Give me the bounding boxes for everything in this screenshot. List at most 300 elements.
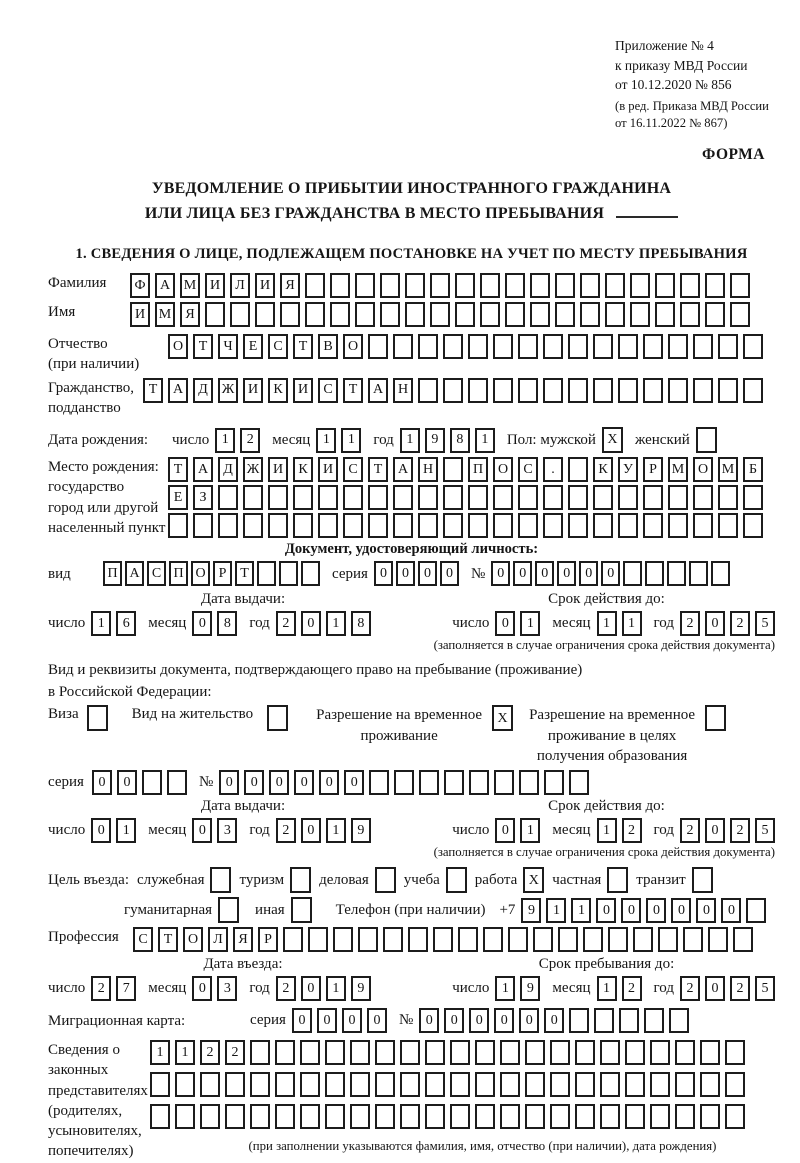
form-cell [583,927,603,952]
entry-day-cells [91,976,136,1001]
birth-day-cells [215,428,260,453]
form-cell: 2 [91,976,111,1001]
purpose-official-checkbox [210,867,231,893]
form-cell [493,378,513,403]
form-cell [250,1040,270,1065]
entry-year-cells [276,976,371,1001]
form-cell [618,378,638,403]
form-cell [518,485,538,510]
form-cell [669,1008,689,1033]
form-cell: К [293,457,313,482]
month-label: месяц [552,821,591,838]
form-cell [450,1040,470,1065]
form-title-line2-text: ИЛИ ЛИЦА БЕЗ ГРАЖДАНСТВА В МЕСТО ПРЕБЫВАНИЯ [144,205,605,223]
form-cell: 0 [705,976,725,1001]
sex-female-checkbox [696,427,717,453]
form-cell [675,1104,695,1129]
form-cell [343,513,363,538]
form-cell: 0 [513,561,532,586]
form-cell: А [168,378,188,403]
form-cell: 2 [680,818,700,843]
citizenship-label [48,378,143,419]
form-cell: 0 [440,561,459,586]
form-cell: 8 [351,611,371,636]
year-label: год [249,615,270,632]
form-cell [468,485,488,510]
form-cell [605,273,625,298]
form-cell [419,770,439,795]
form-cell [568,334,588,359]
stay-doc-issue-day-cells [91,818,136,843]
form-cell [300,1040,320,1065]
form-cell: П [468,457,488,482]
form-cell [393,513,413,538]
form-cell [493,334,513,359]
form-cell [625,1104,645,1129]
form-cell: 1 [597,976,617,1001]
edu-residence-label [529,705,695,766]
form-cell [593,334,613,359]
form-cell [692,867,713,893]
form-cell [518,513,538,538]
form-cell: И [268,457,288,482]
edu-residence-label-line1: Разрешение на временное [529,707,696,724]
form-cell: 0 [444,1008,464,1033]
patronymic-label-line1: Отчество [48,336,108,353]
form-cell [443,457,463,482]
form-cell: 0 [621,898,641,923]
form-cell: Р [258,927,278,952]
form-cell [708,927,728,952]
form-cell [718,485,738,510]
form-cell [623,561,642,586]
purpose-work-label: работа [474,872,518,888]
form-cell [275,1040,295,1065]
form-cell: 5 [755,976,775,1001]
month-label: месяц [272,431,311,448]
stay-until-day-cells [495,976,540,1001]
form-cell: 2 [730,611,750,636]
form-title [48,177,775,227]
form-cell: О [343,334,363,359]
form-cell [255,302,275,327]
form-cell [555,302,575,327]
birthplace-label-line4: населенный пункт [48,519,166,536]
iddoc-dates-row [48,611,775,636]
form-cell [575,1072,595,1097]
annex-revision-note [615,98,775,133]
form-cell: Т [368,457,388,482]
form-cell [168,513,188,538]
form-title-line2 [48,202,775,227]
form-cell [518,378,538,403]
form-cell [575,1040,595,1065]
guardians-cells-row1 [150,1040,775,1065]
stay-doc-dates-row [48,818,775,843]
form-cell [683,927,703,952]
form-cell [444,770,464,795]
form-cell [268,485,288,510]
iddoc-issue-date [48,611,371,636]
form-cell: 3 [217,818,237,843]
year-label: год [653,980,674,997]
birthplace-label [48,457,168,538]
form-cell [568,378,588,403]
form-cell [668,378,688,403]
form-cell [519,770,539,795]
annex-note-line-2: от 16.11.2022 № 867) [615,116,728,131]
form-cell [743,485,763,510]
annex-line-2: к приказу МВД России [615,57,748,73]
form-cell: П [103,561,122,586]
form-cell [655,273,675,298]
form-cell: Т [343,378,363,403]
phone-row [48,897,775,923]
form-cell: 2 [276,611,296,636]
form-cell [543,378,563,403]
form-cell: О [493,457,513,482]
stay-doc-series-cells [92,770,187,795]
form-cell: М [718,457,738,482]
purpose-study-label: учеба [403,872,440,888]
form-cell [650,1104,670,1129]
form-cell: К [593,457,613,482]
stay-doc-intro-line2: в Российской Федерации: [48,683,212,700]
form-cell [530,273,550,298]
form-cell [225,1104,245,1129]
form-cell: Б [743,457,763,482]
form-cell: 1 [475,428,495,453]
phone-prefix: +7 [499,902,516,918]
form-cell [330,302,350,327]
purpose-private-checkbox [607,867,628,893]
birthplace-row [48,457,775,538]
residence-permit-checkbox [267,705,288,731]
form-cell [355,273,375,298]
form-cell [667,561,686,586]
phone-label: Телефон (при наличии) [335,902,486,918]
form-cell [643,485,663,510]
form-cell: Р [643,457,663,482]
purpose-official-label: служебная [136,872,205,888]
form-cell [644,1008,664,1033]
form-cell [500,1104,520,1129]
entry-date-heading: Дата въезда: [203,956,283,973]
issue-date-heading: Дата выдачи: [200,798,286,814]
patronymic-label [48,334,168,375]
guardians-label-line1: Сведения о [48,1042,120,1059]
validity-note: (заполняется в случае ограничения срока действия документа) [433,844,775,859]
iddoc-date-headings [48,590,775,609]
form-cell [243,485,263,510]
form-cell [293,513,313,538]
year-label: год [653,615,674,632]
form-cell [480,302,500,327]
form-cell: Р [213,561,232,586]
form-cell [730,273,750,298]
form-cell [394,770,414,795]
form-cell [569,770,589,795]
form-cell: 0 [319,770,339,795]
form-cell: 0 [495,611,515,636]
form-cell [568,457,588,482]
form-cell: З [193,485,213,510]
form-cell [600,1104,620,1129]
form-cell: А [155,273,175,298]
form-cell [455,302,475,327]
form-cell [455,273,475,298]
form-cell: Е [168,485,188,510]
patronymic-cells [168,334,763,359]
form-cell: 2 [200,1040,220,1065]
day-label: число [172,431,210,448]
birth-month-cells [316,428,361,453]
entry-dates-row [48,976,775,1001]
stay-until-month-cells [597,976,642,1001]
form-cell: 0 [535,561,554,586]
form-cell [718,334,738,359]
day-label: число [48,821,86,838]
form-cell [643,513,663,538]
form-cell: Т [143,378,163,403]
visa-label: Виза [48,706,79,723]
profession-label: Профессия [48,929,119,946]
form-cell [458,927,478,952]
form-cell [468,378,488,403]
form-cell [218,485,238,510]
form-cell [543,513,563,538]
birthplace-label-line3: город или другой [48,499,159,516]
form-cell: 9 [351,976,371,1001]
form-cell: 1 [546,898,566,923]
form-cell: Т [293,334,313,359]
form-cell [210,867,231,893]
form-cell: 0 [294,770,314,795]
form-cell [380,273,400,298]
form-cell [87,705,108,731]
form-cell [705,302,725,327]
surname-label: Фамилия [48,275,107,292]
form-cell: М [668,457,688,482]
form-cell [525,1104,545,1129]
form-cell [230,302,250,327]
form-cell [350,1040,370,1065]
migration-card-series-cells [292,1008,387,1033]
form-cell [580,302,600,327]
form-cell [680,302,700,327]
entry-date-headings [48,955,775,974]
form-cell [643,334,663,359]
form-cell: X [523,867,544,893]
form-cell [725,1040,745,1065]
annex-note-line-1: (в ред. Приказа МВД России [615,98,769,113]
valid-until-heading: Срок действия до: [548,798,665,814]
month-label: месяц [552,980,591,997]
form-cell: 0 [117,770,137,795]
form-cell: И [318,457,338,482]
form-cell [733,927,753,952]
form-cell [425,1104,445,1129]
form-cell: М [180,273,200,298]
form-cell [375,867,396,893]
form-cell: 0 [544,1008,564,1033]
form-cell [493,485,513,510]
guardians-label-line5: усыновителях, [48,1123,142,1140]
form-cell: 3 [217,976,237,1001]
birthdate-row [48,427,775,453]
form-cell [257,561,276,586]
birthplace-cells-row1 [168,457,763,482]
edu-residence-label-line3: получения образования [536,747,688,764]
visa-checkbox [87,705,108,731]
birthplace-cells-row2 [168,485,763,510]
form-cell: П [169,561,188,586]
form-cell: С [147,561,166,586]
form-cell [200,1104,220,1129]
form-cell [618,513,638,538]
form-cell: Ф [130,273,150,298]
form-cell [630,302,650,327]
form-cell [508,927,528,952]
form-cell: . [543,457,563,482]
annex-line-1: Приложение № 4 [615,38,714,53]
form-cell [368,334,388,359]
form-cell [550,1104,570,1129]
day-label: число [452,821,490,838]
form-cell: 1 [150,1040,170,1065]
form-cell [275,1072,295,1097]
form-cell: О [191,561,210,586]
stay-doc-issue-date [48,818,371,843]
form-cell: 0 [705,611,725,636]
form-cell [293,485,313,510]
form-cell [325,1040,345,1065]
forma-label: ФОРМА [701,145,765,163]
stay-doc-until-month-cells [597,818,642,843]
form-cell [318,485,338,510]
month-label: месяц [552,615,591,632]
form-cell [555,273,575,298]
form-cell [558,927,578,952]
temp-residence-label [316,705,482,746]
form-cell [618,485,638,510]
form-cell: 2 [276,976,296,1001]
form-cell: 0 [301,976,321,1001]
form-cell [700,1072,720,1097]
document-number-cells [491,561,730,586]
form-cell [290,867,311,893]
form-cell [533,927,553,952]
form-cell [475,1104,495,1129]
form-cell [305,273,325,298]
form-cell: 0 [192,818,212,843]
purpose-transit-label: транзит [636,872,686,888]
form-cell [675,1040,695,1065]
form-cell [333,927,353,952]
form-cell [505,302,525,327]
form-cell: С [343,457,363,482]
form-cell [305,302,325,327]
form-cell [543,334,563,359]
form-cell [393,334,413,359]
form-cell [468,334,488,359]
form-cell [443,513,463,538]
form-cell [343,485,363,510]
form-cell: 2 [240,428,260,453]
citizenship-cells [143,378,763,403]
form-cell: Я [180,302,200,327]
form-cell [446,867,467,893]
form-cell [675,1072,695,1097]
purpose-row [48,867,775,893]
form-cell: 1 [597,611,617,636]
purpose-other-checkbox [291,897,312,923]
form-cell [643,378,663,403]
form-cell: 2 [730,818,750,843]
birthplace-cells-block [168,457,763,538]
form-cell: А [125,561,144,586]
series-label: серия [250,1012,286,1029]
form-cell [680,273,700,298]
form-cell: 0 [92,770,112,795]
form-cell [650,1072,670,1097]
form-cell: X [602,427,623,453]
sex-male-label: Пол: мужской [506,431,596,448]
form-cell [205,302,225,327]
form-cell: 0 [301,611,321,636]
migration-card-row [48,1008,775,1033]
form-cell: О [183,927,203,952]
form-cell [550,1072,570,1097]
form-cell: 0 [418,561,437,586]
purpose-humanitarian-label: гуманитарная [124,902,213,918]
number-label: № [398,1012,414,1029]
form-cell [593,513,613,538]
form-cell: И [205,273,225,298]
form-cell [325,1072,345,1097]
profession-row [48,927,775,952]
form-cell [743,334,763,359]
form-cell: И [293,378,313,403]
form-cell [368,485,388,510]
form-cell [544,770,564,795]
form-cell: О [168,334,188,359]
form-cell [443,378,463,403]
form-cell: 1 [597,818,617,843]
form-cell: 1 [520,818,540,843]
form-cell [480,273,500,298]
form-cell: 0 [374,561,393,586]
form-cell [167,770,187,795]
purpose-study-checkbox [446,867,467,893]
section1-heading: 1. СВЕДЕНИЯ О ЛИЦЕ, ПОДЛЕЖАЩЕМ ПОСТАНОВКЕ НА УЧЕТ ПО МЕСТУ ПРЕБЫВАНИЯ [75,245,748,262]
form-cell: X [492,705,513,731]
form-cell [368,513,388,538]
identity-document-row [48,561,775,586]
purpose-tourism-checkbox [290,867,311,893]
form-cell [425,1040,445,1065]
stay-doc-issue-year-cells [276,818,371,843]
day-label: число [452,615,490,632]
citizenship-label-line1: Гражданство, [48,379,135,396]
form-cell: 0 [192,611,212,636]
form-cell [718,378,738,403]
form-cell: Д [193,378,213,403]
form-cell [693,485,713,510]
migration-card-number-cells [419,1008,689,1033]
form-cell [483,927,503,952]
form-cell [530,302,550,327]
